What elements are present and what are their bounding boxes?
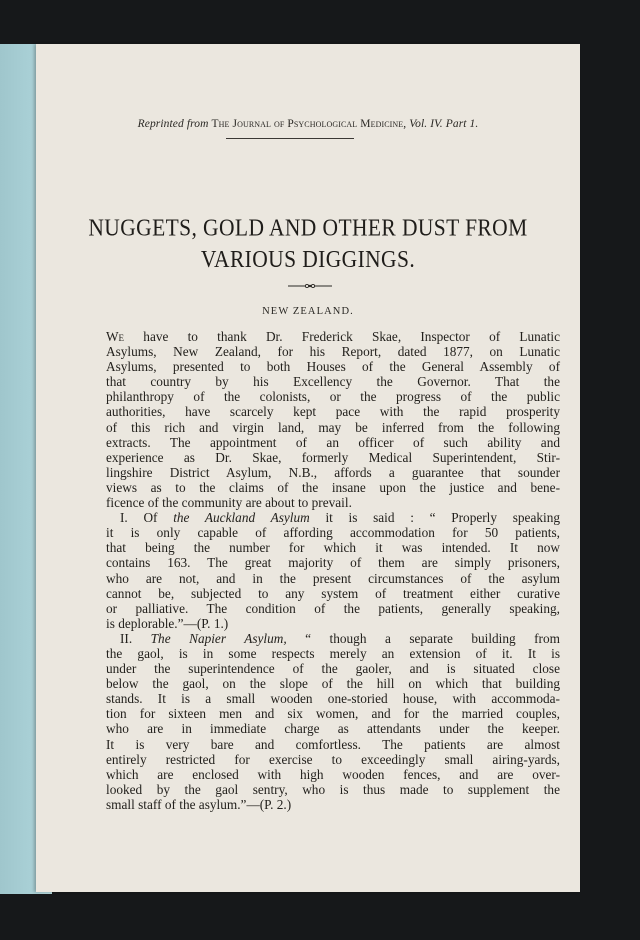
text-run: the Auckland Asylum	[173, 510, 310, 526]
text-line	[106, 555, 560, 570]
text-line	[106, 420, 560, 435]
text-line	[106, 540, 560, 555]
text-line	[106, 691, 560, 706]
text-run: entirely restricted for exercise to exceedingly small airing-yards,	[106, 751, 560, 767]
text-run: It is very bare and comfortless. The patients are almost	[106, 736, 560, 752]
text-run: lingshire District Asylum, N.B., affords a guarantee that sounder	[106, 464, 560, 480]
text-line	[106, 631, 560, 646]
journal-name: The Journal of Psychological Medicine,	[211, 118, 407, 130]
text-run: that being the number for which it was intended. It now	[106, 540, 560, 556]
text-line	[106, 646, 560, 661]
text-line	[106, 797, 560, 812]
text-run: cannot be, subjected to any system of treatment either curative	[106, 585, 560, 601]
text-run: of this rich and virgin land, may be inferred from the following	[106, 419, 560, 435]
text-run: under the superintendence of the gaoler, and is situated close	[106, 661, 560, 677]
text-run: extracts. The appointment of an officer of such ability and	[106, 434, 560, 450]
volume-info: Vol. IV. Part 1.	[409, 118, 479, 130]
text-run: the gaol, is in some respects merely an extension of it. It is	[106, 645, 560, 661]
text-line	[106, 676, 560, 691]
text-line	[106, 525, 560, 540]
text-run: have to thank Dr. Frederick Skae, Inspector of Lunatic	[124, 329, 560, 344]
text-run: Asylums, New Zealand, for his Report, dated 1877, on Lunatic	[106, 344, 560, 360]
text-line	[106, 586, 560, 601]
text-run: ficence of the community are about to prevail.	[106, 495, 352, 511]
text-run: experience as Dr. Skae, formerly Medical Superintendent, Stir-	[106, 449, 560, 465]
text-line	[106, 661, 560, 676]
title-line-1: NUGGETS, GOLD AND OTHER DUST FROM	[88, 214, 528, 242]
text-run: stands. It is a small wooden one-storied house, with accommoda-	[106, 691, 560, 707]
text-run: tion for sixteen men and six women, and for the married couples,	[106, 706, 560, 722]
article-body	[106, 329, 560, 812]
text-line	[106, 359, 560, 374]
text-line	[106, 389, 560, 404]
text-line	[106, 721, 560, 736]
text-line	[106, 752, 560, 767]
text-line	[106, 601, 560, 616]
text-line	[106, 329, 560, 344]
text-run: views as to the claims of the insane upon the justice and bene-	[106, 479, 560, 495]
text-run: looked by the gaol sentry, who is thus made to supplement the	[106, 781, 560, 797]
text-line	[106, 616, 560, 631]
text-line	[106, 480, 560, 495]
text-run: contains 163. The great majority of them are simply prisoners,	[106, 555, 560, 571]
text-run: is deplorable.”—(P. 1.)	[106, 615, 229, 631]
text-line	[106, 737, 560, 752]
paragraph	[106, 510, 560, 631]
text-run: I. Of	[120, 510, 174, 526]
text-run: who are not, and in the present circumstances of the asylum	[106, 570, 560, 586]
document-page	[36, 44, 580, 892]
text-line	[106, 435, 560, 450]
text-line	[106, 510, 560, 525]
text-run: II.	[120, 630, 151, 646]
text-run: small staff of the asylum.”—(P. 2.)	[106, 796, 292, 812]
text-run: philanthropy of the colonists, or the progress of the public	[106, 389, 560, 405]
text-run: We	[106, 329, 125, 344]
text-line	[106, 344, 560, 359]
text-line	[106, 706, 560, 721]
text-line	[106, 450, 560, 465]
text-line	[106, 571, 560, 586]
text-run: The Napier Asylum,	[150, 630, 287, 646]
header-rule	[226, 138, 354, 139]
title-line-2: VARIOUS DIGGINGS.	[200, 245, 416, 273]
text-run: authorities, have scarcely kept pace with the rapid prosperity	[106, 404, 560, 420]
text-run: that country by his Excellency the Governor. That the	[106, 374, 560, 390]
text-line	[106, 782, 560, 797]
section-heading: NEW ZEALAND.	[262, 306, 354, 317]
article-title	[36, 212, 580, 275]
text-line	[106, 374, 560, 389]
text-run: “ though a separate building from	[286, 630, 560, 646]
reprint-header	[36, 118, 580, 130]
text-line	[106, 495, 560, 510]
reprint-prefix: Reprinted from	[137, 118, 209, 130]
text-run: it is said : “ Properly speaking	[309, 510, 560, 526]
text-run: who are in immediate charge as attendants under the keeper.	[106, 721, 560, 737]
text-line	[106, 404, 560, 419]
text-line	[106, 465, 560, 480]
ornament-divider-icon	[288, 282, 332, 290]
paragraph	[106, 329, 560, 510]
text-run: Asylums, presented to both Houses of the General Assembly of	[106, 359, 560, 375]
text-run: or palliative. The condition of the patients, generally speaking,	[106, 600, 560, 616]
paragraph	[106, 631, 560, 812]
text-line	[106, 767, 560, 782]
text-run: it is only capable of affording accommodation for 50 patients,	[106, 525, 560, 541]
text-run: below the gaol, on the slope of the hill on which that building	[106, 676, 560, 692]
text-run: which are enclosed with high wooden fences, and are over-	[106, 766, 560, 782]
